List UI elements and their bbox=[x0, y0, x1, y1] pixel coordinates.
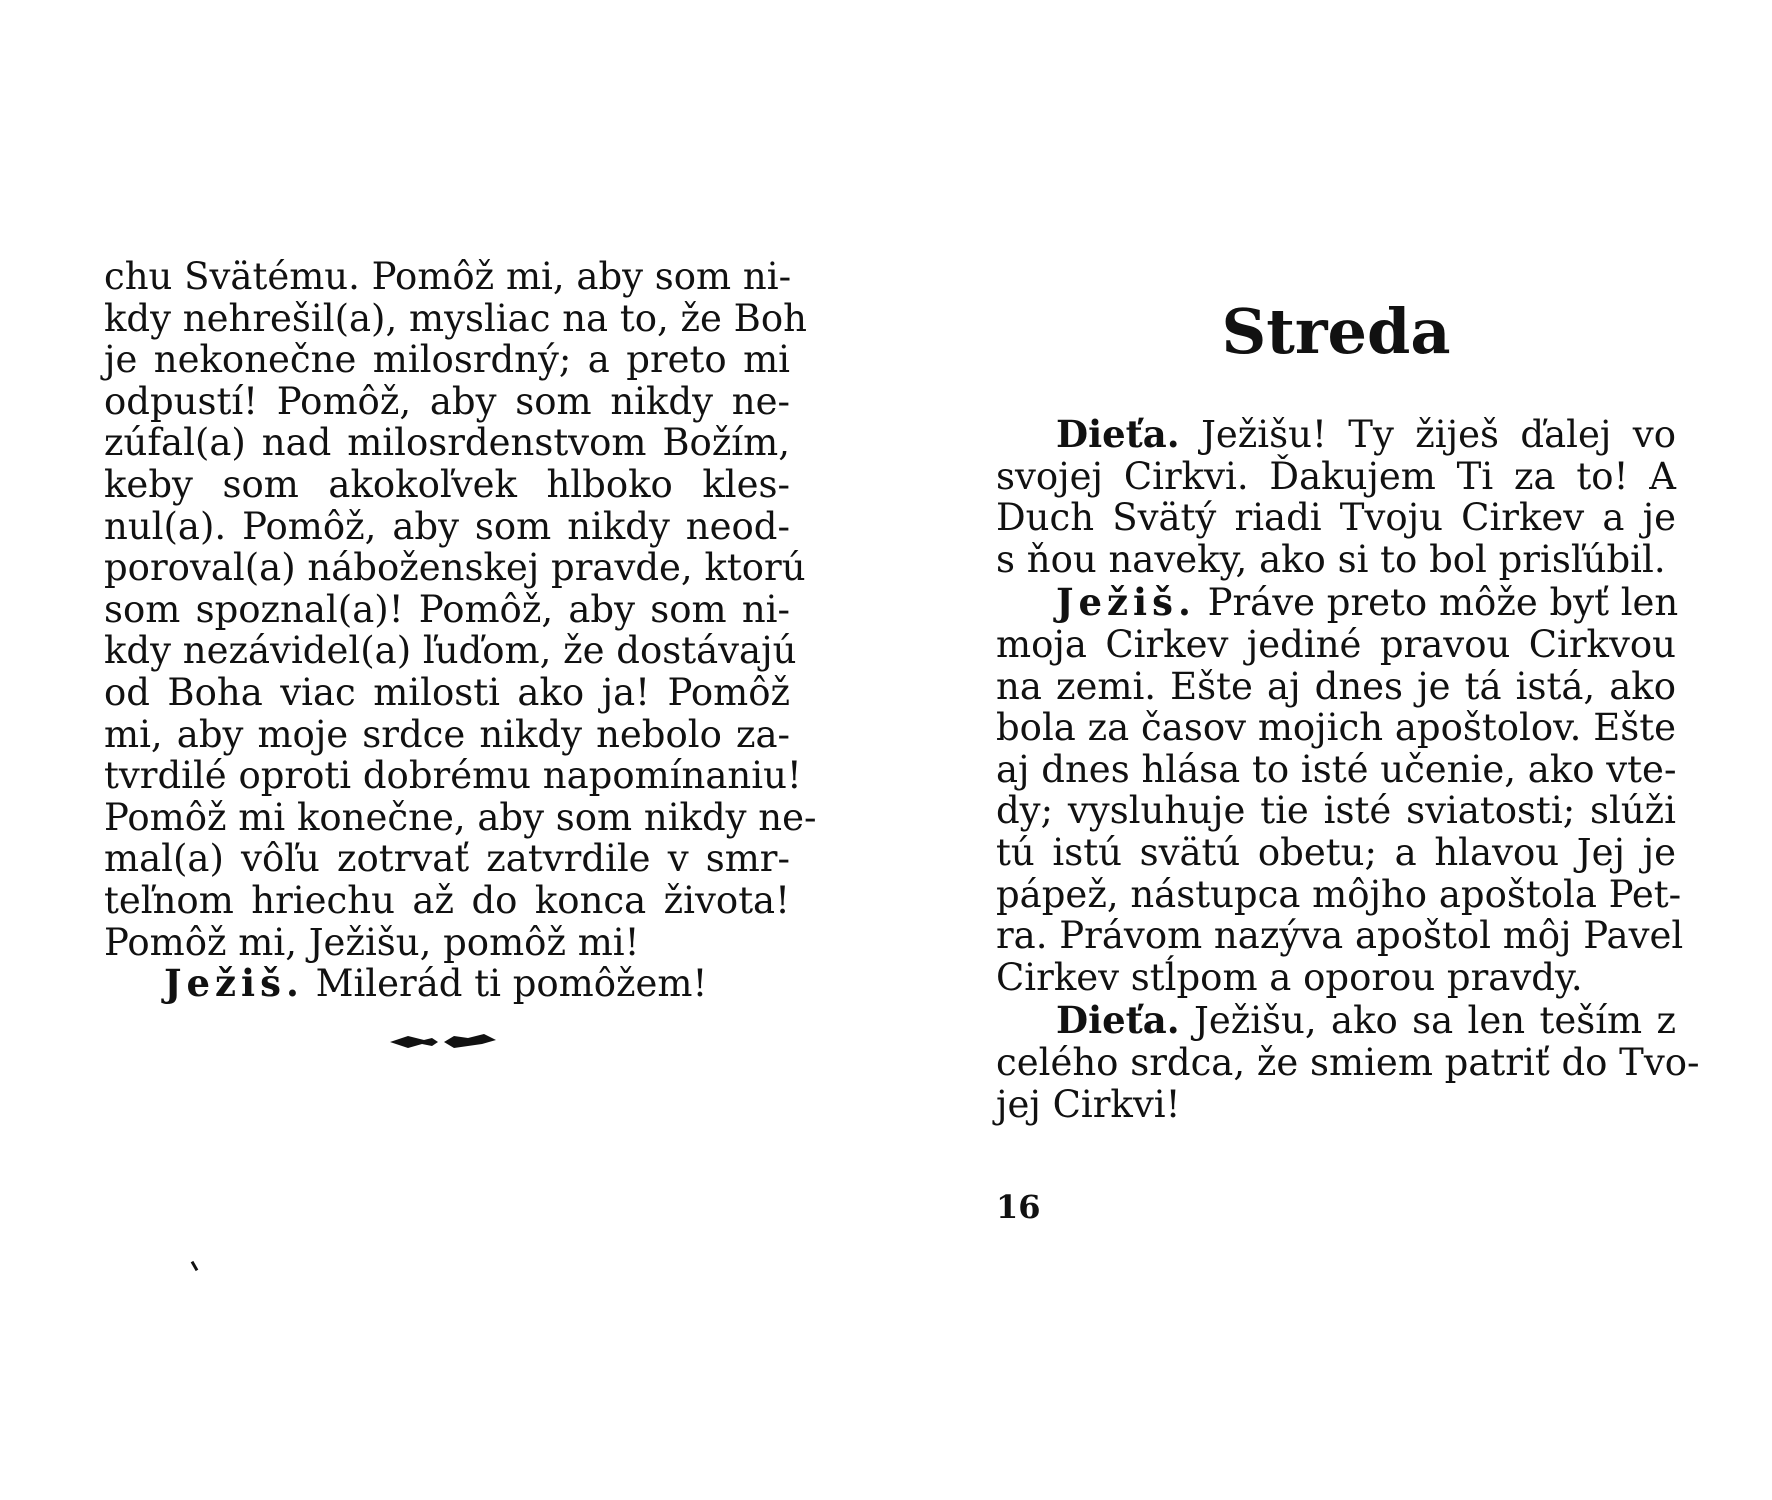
text-line: Duch Svätý riadi Tvoju Cirkev a je bbox=[996, 496, 1676, 540]
text-line: s ňou naveky, ako si to bol prisľúbil. bbox=[996, 537, 1666, 581]
text-line: kdy nehrešil(a), mysliac na to, že Boh bbox=[104, 296, 807, 340]
dialogue-text: Ježišu! Ty žiješ ďalej vo bbox=[1179, 413, 1676, 456]
dialogue-line bbox=[996, 580, 1679, 625]
text-line: aj dnes hlása to isté učenie, ako vte- bbox=[996, 747, 1677, 791]
scan-speck bbox=[191, 1261, 199, 1271]
right-page bbox=[996, 295, 1700, 1127]
speaker-label: Ježiš. bbox=[1056, 580, 1196, 625]
speaker-label: Ježiš. bbox=[164, 961, 304, 1006]
text-line: tú istú svätú obetu; a hlavou Jej je bbox=[996, 830, 1676, 874]
speaker-label: Dieťa. bbox=[1056, 412, 1180, 456]
text-line: kdy nezávidel(a) ľuďom, že dostávajú bbox=[104, 629, 797, 673]
text-line: tvrdilé oproti dobrému napomínaniu! bbox=[104, 754, 802, 798]
speaker-label: Dieťa. bbox=[1056, 998, 1180, 1043]
text-line: od Boha viac milosti ako ja! Pomôž bbox=[104, 670, 790, 714]
text-line: nul(a). Pomôž, aby som nikdy neod- bbox=[104, 504, 790, 548]
text-line: odpustí! Pomôž, aby som nikdy ne- bbox=[104, 379, 790, 423]
text-line: poroval(a) náboženskej pravde, ktorú bbox=[104, 546, 806, 590]
text-line: chu Svätému. Pomôž mi, aby som ni- bbox=[104, 255, 792, 298]
ornament-icon bbox=[388, 1030, 498, 1052]
dialogue-line bbox=[104, 963, 790, 1005]
text-line: jej Cirkvi! bbox=[996, 1082, 1181, 1126]
page-title: Streda bbox=[1221, 295, 1451, 368]
text-line: Pomôž mi konečne, aby som nikdy ne- bbox=[104, 795, 817, 839]
dialogue-line bbox=[996, 414, 1676, 456]
text-line: zúfal(a) nad milosrdenstvom Božím, bbox=[104, 421, 790, 465]
text-line: keby som akokoľvek hlboko kles- bbox=[104, 462, 790, 506]
text-line: dy; vysluhuje tie isté sviatosti; slúži bbox=[996, 789, 1676, 833]
text-line: mal(a) vôľu zotrvať zatvrdile v smr- bbox=[104, 837, 790, 881]
text-line: ra. Právom nazýva apoštol môj Pavel bbox=[996, 914, 1684, 958]
dialogue-paragraph bbox=[996, 580, 1684, 999]
text-line: Cirkev stĺpom a oporou pravdy. bbox=[996, 955, 1583, 999]
dialogue-paragraph bbox=[996, 414, 1676, 580]
text-line: na zemi. Ešte aj dnes je tá istá, ako bbox=[996, 664, 1676, 708]
text-line: Pomôž mi, Ježišu, pomôž mi! bbox=[104, 920, 640, 964]
dialogue-line bbox=[996, 1000, 1676, 1042]
text-line: celého srdca, že smiem patriť do Tvo- bbox=[996, 1040, 1700, 1084]
left-page bbox=[104, 255, 817, 1006]
dialogue-text: Milerád ti pomôžem! bbox=[303, 962, 708, 1006]
text-line: pápež, nástupca môjho apoštola Pet- bbox=[996, 872, 1682, 916]
dialogue-text: Ježišu, ako sa len teším z bbox=[1179, 999, 1676, 1043]
page-number: 16 bbox=[996, 1188, 1041, 1226]
text-line: som spoznal(a)! Pomôž, aby som ni- bbox=[104, 587, 790, 631]
dialogue-text: Práve preto môže byť len bbox=[1195, 581, 1679, 625]
text-line: svojej Cirkvi. Ďakujem Ti za to! A bbox=[996, 454, 1676, 498]
text-line: moja Cirkev jediné pravou Cirkvou bbox=[996, 622, 1676, 666]
dialogue-paragraph bbox=[996, 998, 1700, 1126]
text-line: teľnom hriechu až do konca života! bbox=[104, 878, 790, 922]
text-line: mi, aby moje srdce nikdy nebolo za- bbox=[104, 712, 790, 756]
text-line: bola za časov mojich apoštolov. Ešte bbox=[996, 706, 1676, 750]
text-line: je nekonečne milosrdný; a preto mi bbox=[104, 338, 790, 382]
